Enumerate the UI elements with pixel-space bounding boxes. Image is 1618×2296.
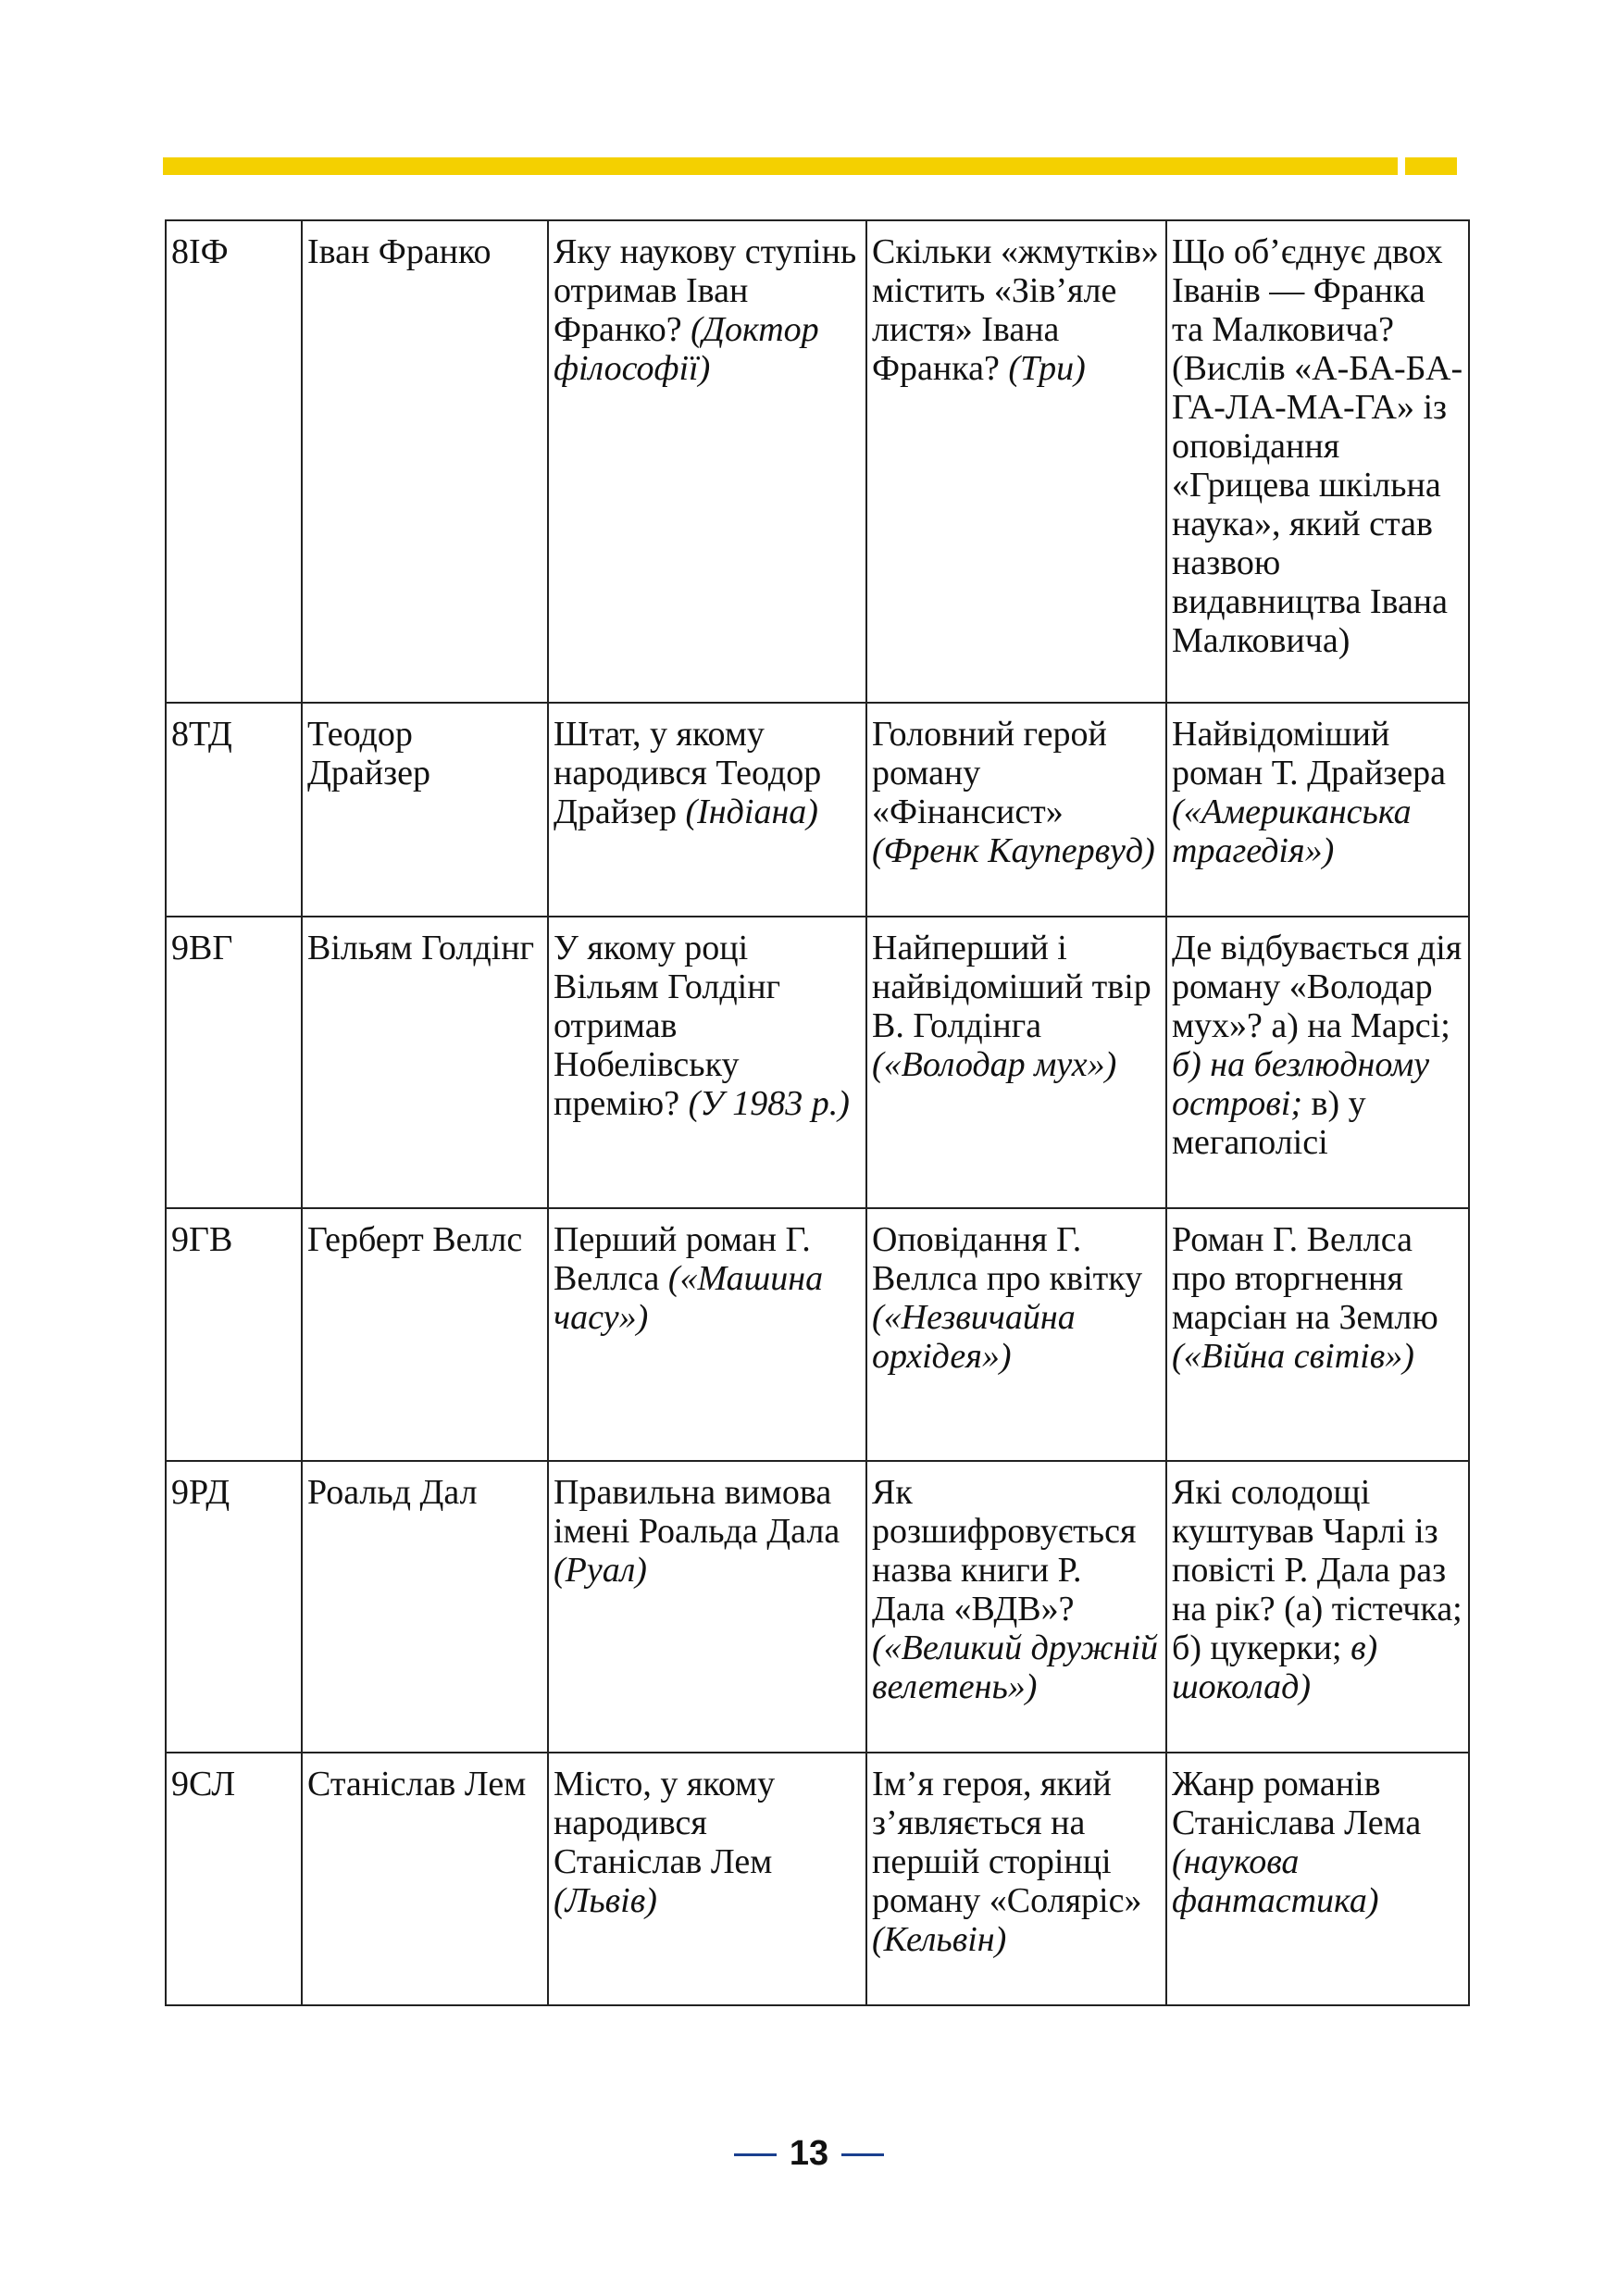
row-code: 9ГВ — [166, 1208, 302, 1461]
question-cell-2 — [866, 917, 1166, 1208]
row-code: 9РД — [166, 1461, 302, 1753]
row-code: 9СЛ — [166, 1753, 302, 2005]
question-text: Головний герой роману «Фінансист» — [872, 715, 1107, 831]
question-text: Ім’я героя, який з’являється на першій сторінці роману «Соляріс» — [872, 1765, 1142, 1920]
header-accent-bar-tail — [1405, 157, 1457, 175]
table-row — [166, 703, 1469, 917]
writer-name: Теодор Драйзер — [302, 703, 548, 917]
question-text: Найвідоміший роман Т. Драйзера — [1172, 715, 1447, 792]
question-cell-1 — [548, 917, 866, 1208]
answer-text: в) шоколад) — [1172, 1628, 1378, 1706]
answer-text: (Френк Каупервуд) — [872, 831, 1155, 870]
answer-text: (Львів) — [554, 1881, 657, 1920]
answer-text: (Кельвін) — [872, 1920, 1007, 1959]
question-text: Жанр романів Станіслава Лема — [1172, 1765, 1422, 1842]
answer-text: (наукова фантастика) — [1172, 1842, 1379, 1920]
table-row — [166, 1208, 1469, 1461]
question-text: Яку наукову ступінь отримав Іван Франко? — [554, 232, 857, 349]
question-text: Які солодощі куштував Чарлі із повісті Р. Дала раз на рік? (а) тістечка; б) цукерки; — [1172, 1473, 1462, 1667]
writer-name: Роальд Дал — [302, 1461, 548, 1753]
question-cell-2 — [866, 1753, 1166, 2005]
writer-name: Герберт Веллс — [302, 1208, 548, 1461]
answer-text: («Війна світів») — [1172, 1337, 1414, 1376]
question-cell-3 — [1166, 703, 1469, 917]
quiz-table — [165, 219, 1470, 2006]
question-cell-3 — [1166, 220, 1469, 703]
question-text: Місто, у якому народився Станіслав Лем — [554, 1765, 776, 1881]
question-cell-1 — [548, 1208, 866, 1461]
question-text-tail: в) у мегаполісі — [1172, 1084, 1366, 1162]
writer-name: Іван Франко — [302, 220, 548, 703]
answer-text: (Доктор філософії) — [554, 310, 819, 388]
answer-text: (Три) — [1008, 349, 1086, 388]
question-text: Роман Г. Веллса про вторгнення марсіан на Землю — [1172, 1220, 1438, 1337]
row-code: 8ІФ — [166, 220, 302, 703]
table-row — [166, 1461, 1469, 1753]
question-cell-3 — [1166, 917, 1469, 1208]
table-row — [166, 1753, 1469, 2005]
question-cell-3 — [1166, 1208, 1469, 1461]
question-text: Правильна вимова імені Роальда Дала — [554, 1473, 840, 1551]
question-text: Штат, у якому народився Теодор Драйзер — [554, 715, 822, 831]
table-row — [166, 220, 1469, 703]
answer-text: («Великий дружній велетень») — [872, 1628, 1159, 1706]
header-accent-bar — [163, 157, 1398, 175]
writer-name: Станіслав Лем — [302, 1753, 548, 2005]
question-text: Де відбувається дія роману «Володар мух»? а) на Марсі; — [1172, 929, 1462, 1045]
question-cell-1 — [548, 1753, 866, 2005]
page-number-right-dash — [841, 2153, 884, 2156]
row-code: 8ТД — [166, 703, 302, 917]
table-row — [166, 917, 1469, 1208]
question-cell-2 — [866, 703, 1166, 917]
answer-text: (Індіана) — [685, 792, 818, 831]
page-footer — [0, 2133, 1618, 2174]
question-text: Оповідання Г. Веллса про квітку — [872, 1220, 1143, 1298]
question-cell-1 — [548, 1461, 866, 1753]
writer-name: Вільям Голдінг — [302, 917, 548, 1208]
question-cell-1 — [548, 703, 866, 917]
question-text: Як розшифровується назва книги Р. Дала «ВДВ»? — [872, 1473, 1137, 1628]
page-number-left-dash — [734, 2153, 777, 2156]
answer-text: («Американська трагедія») — [1172, 792, 1412, 870]
answer-text: («Володар мух») — [872, 1045, 1117, 1084]
question-text: Найперший і найвідоміший твір В. Голдінга — [872, 929, 1151, 1045]
question-cell-3 — [1166, 1461, 1469, 1753]
question-text: Що об’єднує двох Іванів — Франка та Малковича? (Вислів «А-БА-БА-ГА-ЛА-МА-ГА» із оповідання «Грицева шкільна наука», який став назвою видавництва Івана Малковича) — [1172, 232, 1463, 660]
page-number: 13 — [789, 2134, 829, 2173]
question-cell-3 — [1166, 1753, 1469, 2005]
row-code: 9ВГ — [166, 917, 302, 1208]
answer-text: (У 1983 р.) — [688, 1084, 850, 1123]
answer-text: («Незвичайна орхідея») — [872, 1298, 1076, 1376]
question-text: Перший роман Г. Веллса — [554, 1220, 811, 1298]
question-cell-1 — [548, 220, 866, 703]
question-cell-2 — [866, 1208, 1166, 1461]
answer-text: (Руал) — [554, 1551, 647, 1590]
question-text: Скільки «жмутків» містить «Зів’яле листя» Івана Франка? — [872, 232, 1159, 388]
question-cell-2 — [866, 1461, 1166, 1753]
question-cell-2 — [866, 220, 1166, 703]
answer-text: («Машина часу») — [554, 1259, 824, 1337]
question-text: У якому році Вільям Голдінг отримав Нобелівську премію? — [554, 929, 781, 1123]
answer-text: б) на безлюдному острові; — [1172, 1045, 1430, 1123]
